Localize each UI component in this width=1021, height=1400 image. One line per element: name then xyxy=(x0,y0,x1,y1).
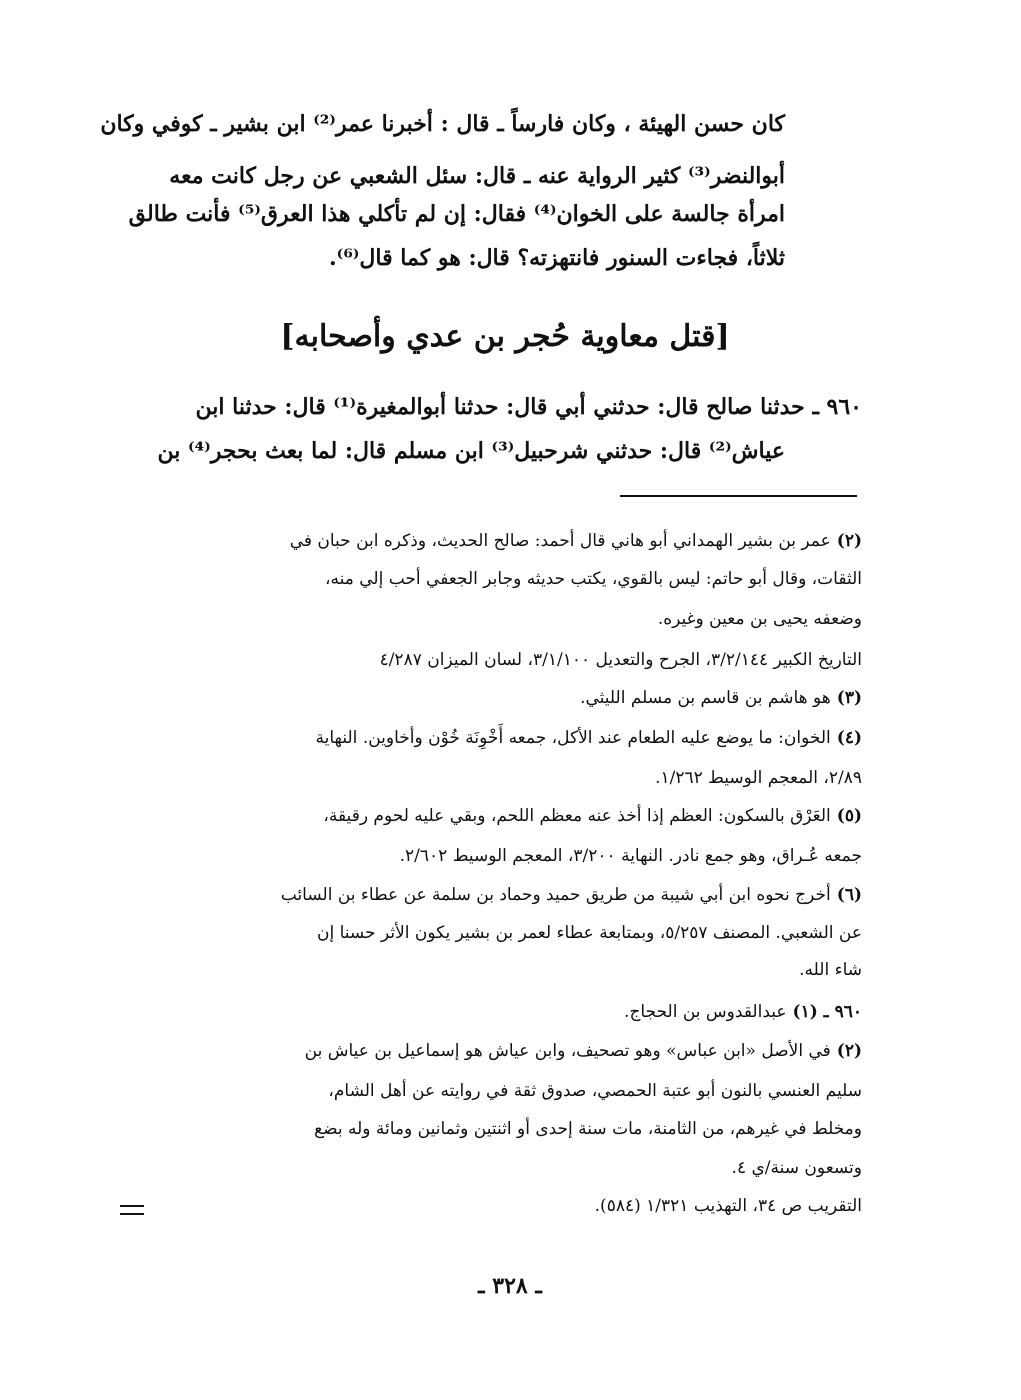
footnote-line: التقريب ص ٣٤، التهذيب ١/٣٢١ (٥٨٤). xyxy=(594,1196,862,1216)
footnote-text: أخرج نحوه ابن أبي شيبة من طريق حميد وحماد بن سلمة عن عطاء بن السائب xyxy=(280,885,831,905)
main-text-line: امرأة جالسة على الخوان⁽⁴⁾ فقال: إن لم تأكلي هذا العرق⁽⁵⁾ فأنت طالق xyxy=(128,201,785,227)
footnote-text: في الأصل «ابن عباس» وهو تصحيف، وابن عياش هو إسماعيل بن عياش بن xyxy=(304,1041,831,1061)
footnote-line xyxy=(150,876,862,914)
main-text-line: ثلاثاً، فجاءت السنور فانتهزته؟ قال: هو كما قال⁽⁶⁾. xyxy=(329,245,785,271)
main-text-line: أبوالنضر⁽³⁾ كثير الرواية عنه ـ قال: سئل الشعبي عن رجل كانت معه xyxy=(169,163,785,189)
footnote-line: جمعه عُـراق، وهو جمع نادر. النهاية ٣/٢٠٠، المعجم الوسيط ٢/٦٠٢. xyxy=(399,846,862,866)
page-number: ـ ٣٢٨ ـ xyxy=(478,1273,542,1299)
hadith-first-line xyxy=(150,384,862,430)
main-text-line: كان حسن الهيئة ، وكان فارساً ـ قال : أخبرنا عمر⁽²⁾ ابن بشير ـ كوفي وكان xyxy=(100,111,785,137)
footnote-number: ٩٦٠ ـ (١) xyxy=(792,1002,862,1022)
footnote-line xyxy=(150,1032,862,1070)
footnote-line: وتسعون سنة/ي ٤. xyxy=(731,1158,862,1178)
footnote-line: ٢/٨٩، المعجم الوسيط ١/٢٦٢. xyxy=(655,768,862,788)
footnote-line xyxy=(150,993,862,1031)
footnote-line: التاريخ الكبير ٣/٢/١٤٤، الجرح والتعديل ٣/١/١٠٠، لسان الميزان ٤/٢٨٧ xyxy=(379,650,862,670)
margin-mark xyxy=(120,1205,144,1215)
footnote-line xyxy=(150,797,862,835)
footnote-number: (٣) xyxy=(836,688,862,708)
footnote-number: (٤) xyxy=(836,728,862,748)
footnote-separator xyxy=(620,495,857,497)
footnote-text: العَرْق بالسكون: العظم إذا أخذ عنه معظم اللحم، وبقي عليه لحوم رقيقة، xyxy=(323,806,831,826)
hadith-line: عياش⁽²⁾ قال: حدثني شرحبيل⁽³⁾ ابن مسلم قال: لما بعث بحجر⁽⁴⁾ بن xyxy=(157,438,785,464)
footnote-line: سليم العنسي بالنون أبو عتبة الحمصي، صدوق ثقة في روايته عن أهل الشام، xyxy=(328,1081,862,1101)
footnote-number: (٢) xyxy=(836,1041,862,1061)
footnote-text: هو هاشم بن قاسم بن مسلم الليثي. xyxy=(580,688,831,708)
section-heading: [قتل معاوية حُجر بن عدي وأصحابه] xyxy=(280,319,730,354)
footnote-line: ومخلط في غيرهم، من الثامنة، مات سنة إحدى أو اثنتين وثمانين ومائة وله بضع xyxy=(314,1119,862,1139)
footnote-number: (٦) xyxy=(836,885,862,905)
footnote-line: شاء الله. xyxy=(799,960,862,980)
footnote-line xyxy=(150,522,862,560)
footnote-text: عبدالقدوس بن الحجاج. xyxy=(624,1002,787,1022)
footnote-text: عمر بن بشير الهمداني أبو هاني قال أحمد: صالح الحديث، وذكره ابن حبان في xyxy=(289,531,831,551)
footnote-number: (٥) xyxy=(836,806,862,826)
footnote-line: الثقات، وقال أبو حاتم: ليس بالقوي، يكتب حديثه وجابر الجعفي أحب إلي منه، xyxy=(324,569,862,589)
footnote-line: عن الشعبي. المصنف ٥/٢٥٧، وبمتابعة عطاء لعمر بن بشير يكون الأثر حسنا إن xyxy=(316,923,862,943)
footnote-line xyxy=(150,679,862,717)
hadith-number: ٩٦٠ ـ xyxy=(812,394,862,420)
footnote-line xyxy=(150,719,862,757)
hadith-text: حدثنا صالح قال: حدثني أبي قال: حدثنا أبوالمغيرة⁽¹⁾ قال: حدثنا ابن xyxy=(195,394,805,420)
footnote-text: الخوان: ما يوضع عليه الطعام عند الأكل، جمعه أَخْوِنَة خُوْن وأخاوين. النهاية xyxy=(315,728,831,748)
footnote-line: وضعفه يحيى بن معين وغيره. xyxy=(657,609,862,629)
footnote-number: (٢) xyxy=(836,531,862,551)
